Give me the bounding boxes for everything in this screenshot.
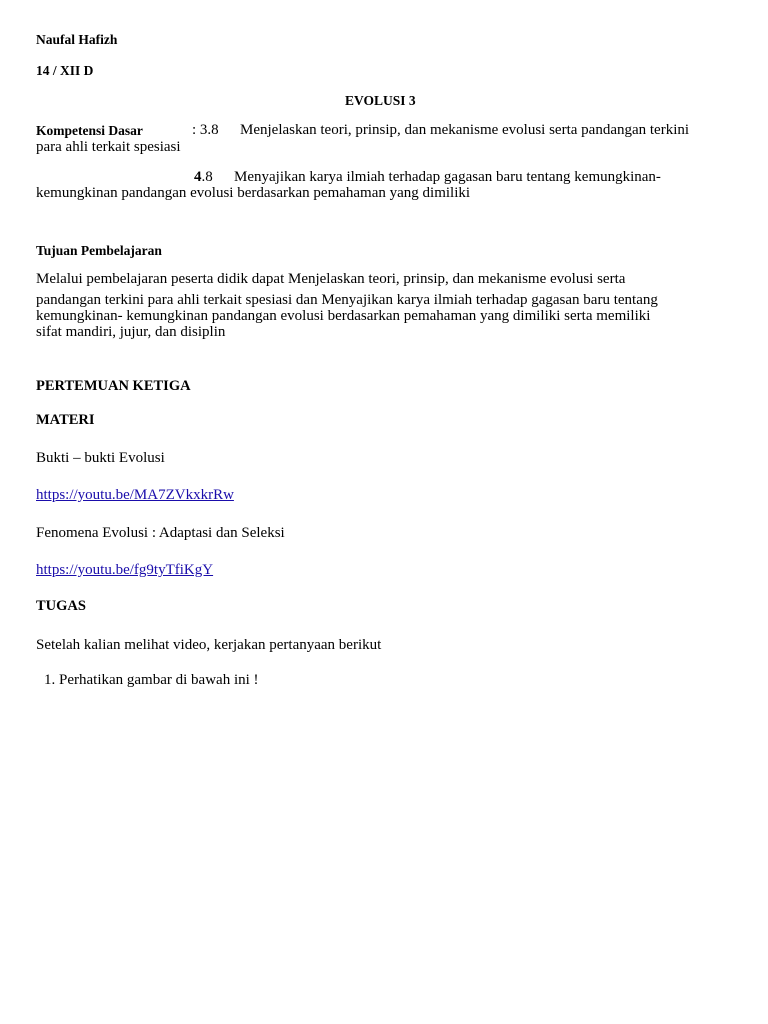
kompetensi-label: Kompetensi Dasar: [36, 123, 143, 138]
kd1-text-line1: Menjelaskan teori, prinsip, dan mekanisme evolusi serta pandangan terkini: [240, 122, 690, 138]
document-title: EVOLUSI 3: [345, 93, 416, 108]
tujuan-line1: Melalui pembelajaran peserta didik dapat Menjelaskan teori, prinsip, dan mekanisme evolusi serta: [36, 271, 626, 287]
question-number: 1.: [44, 672, 56, 688]
pertemuan-heading: PERTEMUAN KETIGA: [36, 378, 191, 394]
video-link-1[interactable]: https://youtu.be/MA7ZVkxkrRw: [36, 487, 234, 503]
question-text: Perhatikan gambar di bawah ini !: [59, 672, 259, 688]
question-item: [44, 672, 259, 689]
tujuan-line4: sifat mandiri, jujur, dan disiplin: [36, 324, 226, 340]
kd2-number-rest: .8: [201, 169, 213, 185]
student-name: Naufal Hafizh: [36, 32, 118, 47]
tugas-intro: Setelah kalian melihat video, kerjakan pertanyaan berikut: [36, 637, 382, 653]
tujuan-line2: pandangan terkini para ahli terkait spesiasi dan Menyajikan karya ilmiah terhadap gagasan baru tentang: [36, 292, 658, 308]
kd2-number: [194, 169, 213, 186]
tujuan-label: Tujuan Pembelajaran: [36, 243, 162, 258]
materi-heading: MATERI: [36, 412, 95, 428]
kd1-text-line2: para ahli terkait spesiasi: [36, 139, 181, 155]
kd1-number: : 3.8: [192, 122, 219, 138]
topic-bukti-evolusi: Bukti – bukti Evolusi: [36, 450, 165, 466]
kd2-text-line2: kemungkinan pandangan evolusi berdasarkan pemahaman yang dimiliki: [36, 185, 471, 201]
topic-fenomena-evolusi: Fenomena Evolusi : Adaptasi dan Seleksi: [36, 525, 285, 541]
kd2-text-line1: Menyajikan karya ilmiah terhadap gagasan baru tentang kemungkinan-: [234, 169, 661, 185]
tugas-heading: TUGAS: [36, 598, 86, 614]
student-class: 14 / XII D: [36, 63, 94, 78]
video-link-2[interactable]: https://youtu.be/fg9tyTfiKgY: [36, 562, 214, 578]
tujuan-line3: kemungkinan- kemungkinan pandangan evolusi berdasarkan pemahaman yang dimiliki serta memiliki: [36, 308, 651, 324]
kd2-number-bold: 4: [194, 169, 202, 185]
